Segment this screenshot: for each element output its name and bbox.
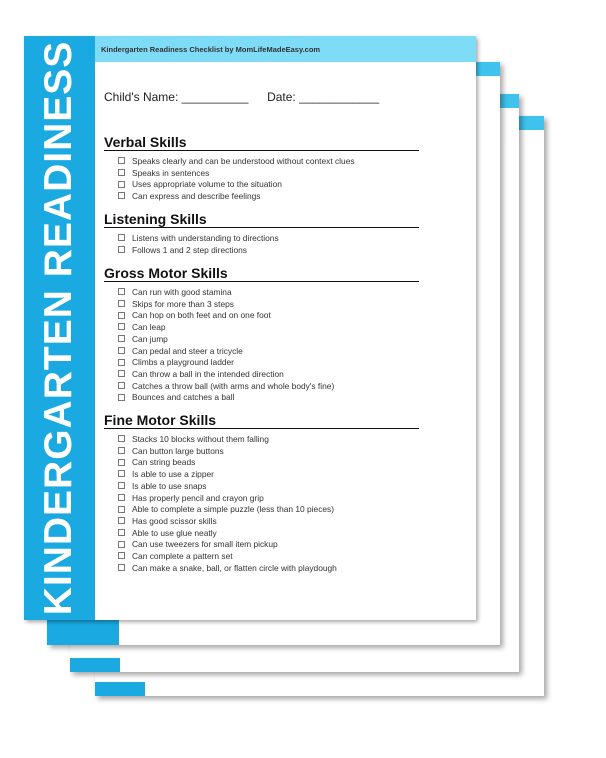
section-listening-skills [104, 211, 419, 256]
checklist-item[interactable]: Can string beads [118, 457, 419, 469]
checklist-item[interactable]: Speaks in sentences [118, 168, 419, 180]
section-gross-motor-skills [104, 265, 419, 404]
checklist-item[interactable]: Has properly pencil and crayon grip [118, 493, 419, 505]
checkbox-icon[interactable] [118, 552, 125, 559]
checkbox-icon[interactable] [118, 169, 125, 176]
checkbox-icon[interactable] [118, 181, 125, 188]
date-label: Date: ____________ [267, 90, 380, 104]
section-title: Fine Motor Skills [104, 412, 419, 429]
checklist-item[interactable]: Climbs a playground ladder [118, 357, 419, 369]
checkbox-icon[interactable] [118, 494, 125, 501]
checkbox-icon[interactable] [118, 541, 125, 548]
checkbox-icon[interactable] [118, 288, 125, 295]
checkbox-icon[interactable] [118, 359, 125, 366]
header-text: Kindergarten Readiness Checklist by MomLifeMadeEasy.com [101, 45, 321, 54]
section-fine-motor-skills [104, 412, 419, 574]
checkbox-icon[interactable] [118, 157, 125, 164]
checkbox-icon[interactable] [118, 482, 125, 489]
checkbox-icon[interactable] [118, 382, 125, 389]
sheet-left-tab [95, 682, 145, 696]
checklist-item[interactable]: Can leap [118, 322, 419, 334]
checklist-item[interactable]: Speaks clearly and can be understood without context clues [118, 156, 419, 168]
checklist-item[interactable]: Follows 1 and 2 step directions [118, 245, 419, 257]
checkbox-icon[interactable] [118, 323, 125, 330]
sheet-left-tab [70, 658, 120, 672]
checklist-item[interactable]: Has good scissor skills [118, 516, 419, 528]
checklist-item[interactable]: Can button large buttons [118, 446, 419, 458]
checklist-item[interactable]: Can complete a pattern set [118, 551, 419, 563]
section-title: Gross Motor Skills [104, 265, 419, 282]
checklist-item[interactable]: Can use tweezers for small item pickup [118, 539, 419, 551]
checkbox-icon[interactable] [118, 246, 125, 253]
checkbox-icon[interactable] [118, 459, 125, 466]
checkbox-icon[interactable] [118, 312, 125, 319]
checklist-item[interactable]: Listens with understanding to directions [118, 233, 419, 245]
checklist-item[interactable]: Catches a throw ball (with arms and whole body's fine) [118, 381, 419, 393]
side-band [24, 36, 95, 620]
front-sheet [24, 36, 476, 620]
checklist-item[interactable]: Able to use glue neatly [118, 528, 419, 540]
checklist-item[interactable]: Is able to use a zipper [118, 469, 419, 481]
checkbox-icon[interactable] [118, 529, 125, 536]
header-bar [95, 36, 476, 62]
checkbox-icon[interactable] [118, 564, 125, 571]
checkbox-icon[interactable] [118, 470, 125, 477]
checklist-item[interactable]: Can jump [118, 334, 419, 346]
checklist-item[interactable]: Bounces and catches a ball [118, 392, 419, 404]
checklist-item[interactable]: Stacks 10 blocks without them falling [118, 434, 419, 446]
checkbox-icon[interactable] [118, 300, 125, 307]
checklist-item[interactable]: Can hop on both feet and on one foot [118, 310, 419, 322]
checklist-item[interactable]: Can run with good stamina [118, 287, 419, 299]
section-verbal-skills [104, 134, 419, 203]
checklist-item[interactable]: Able to complete a simple puzzle (less than 10 pieces) [118, 504, 419, 516]
checklist-item[interactable]: Uses appropriate volume to the situation [118, 179, 419, 191]
checklist-item[interactable]: Can make a snake, ball, or flatten circle with playdough [118, 563, 419, 575]
section-title: Listening Skills [104, 211, 419, 228]
checkbox-icon[interactable] [118, 335, 125, 342]
checkbox-icon[interactable] [118, 394, 125, 401]
checkbox-icon[interactable] [118, 370, 125, 377]
section-title: Verbal Skills [104, 134, 419, 151]
sheet-left-tab [47, 619, 119, 645]
checklist-item[interactable]: Is able to use snaps [118, 481, 419, 493]
checklist-item[interactable]: Can pedal and steer a tricycle [118, 346, 419, 358]
form-line [104, 90, 379, 104]
checklist-item[interactable]: Skips for more than 3 steps [118, 299, 419, 311]
checkbox-icon[interactable] [118, 435, 125, 442]
checklist-item[interactable]: Can throw a ball in the intended direction [118, 369, 419, 381]
checkbox-icon[interactable] [118, 234, 125, 241]
checklist-item[interactable]: Can express and describe feelings [118, 191, 419, 203]
side-title: KINDERGARTEN READINESS [37, 40, 80, 616]
checkbox-icon[interactable] [118, 517, 125, 524]
checkbox-icon[interactable] [118, 506, 125, 513]
checkbox-icon[interactable] [118, 347, 125, 354]
checkbox-icon[interactable] [118, 447, 125, 454]
child-name-label: Child's Name: __________ [104, 90, 249, 104]
checkbox-icon[interactable] [118, 192, 125, 199]
